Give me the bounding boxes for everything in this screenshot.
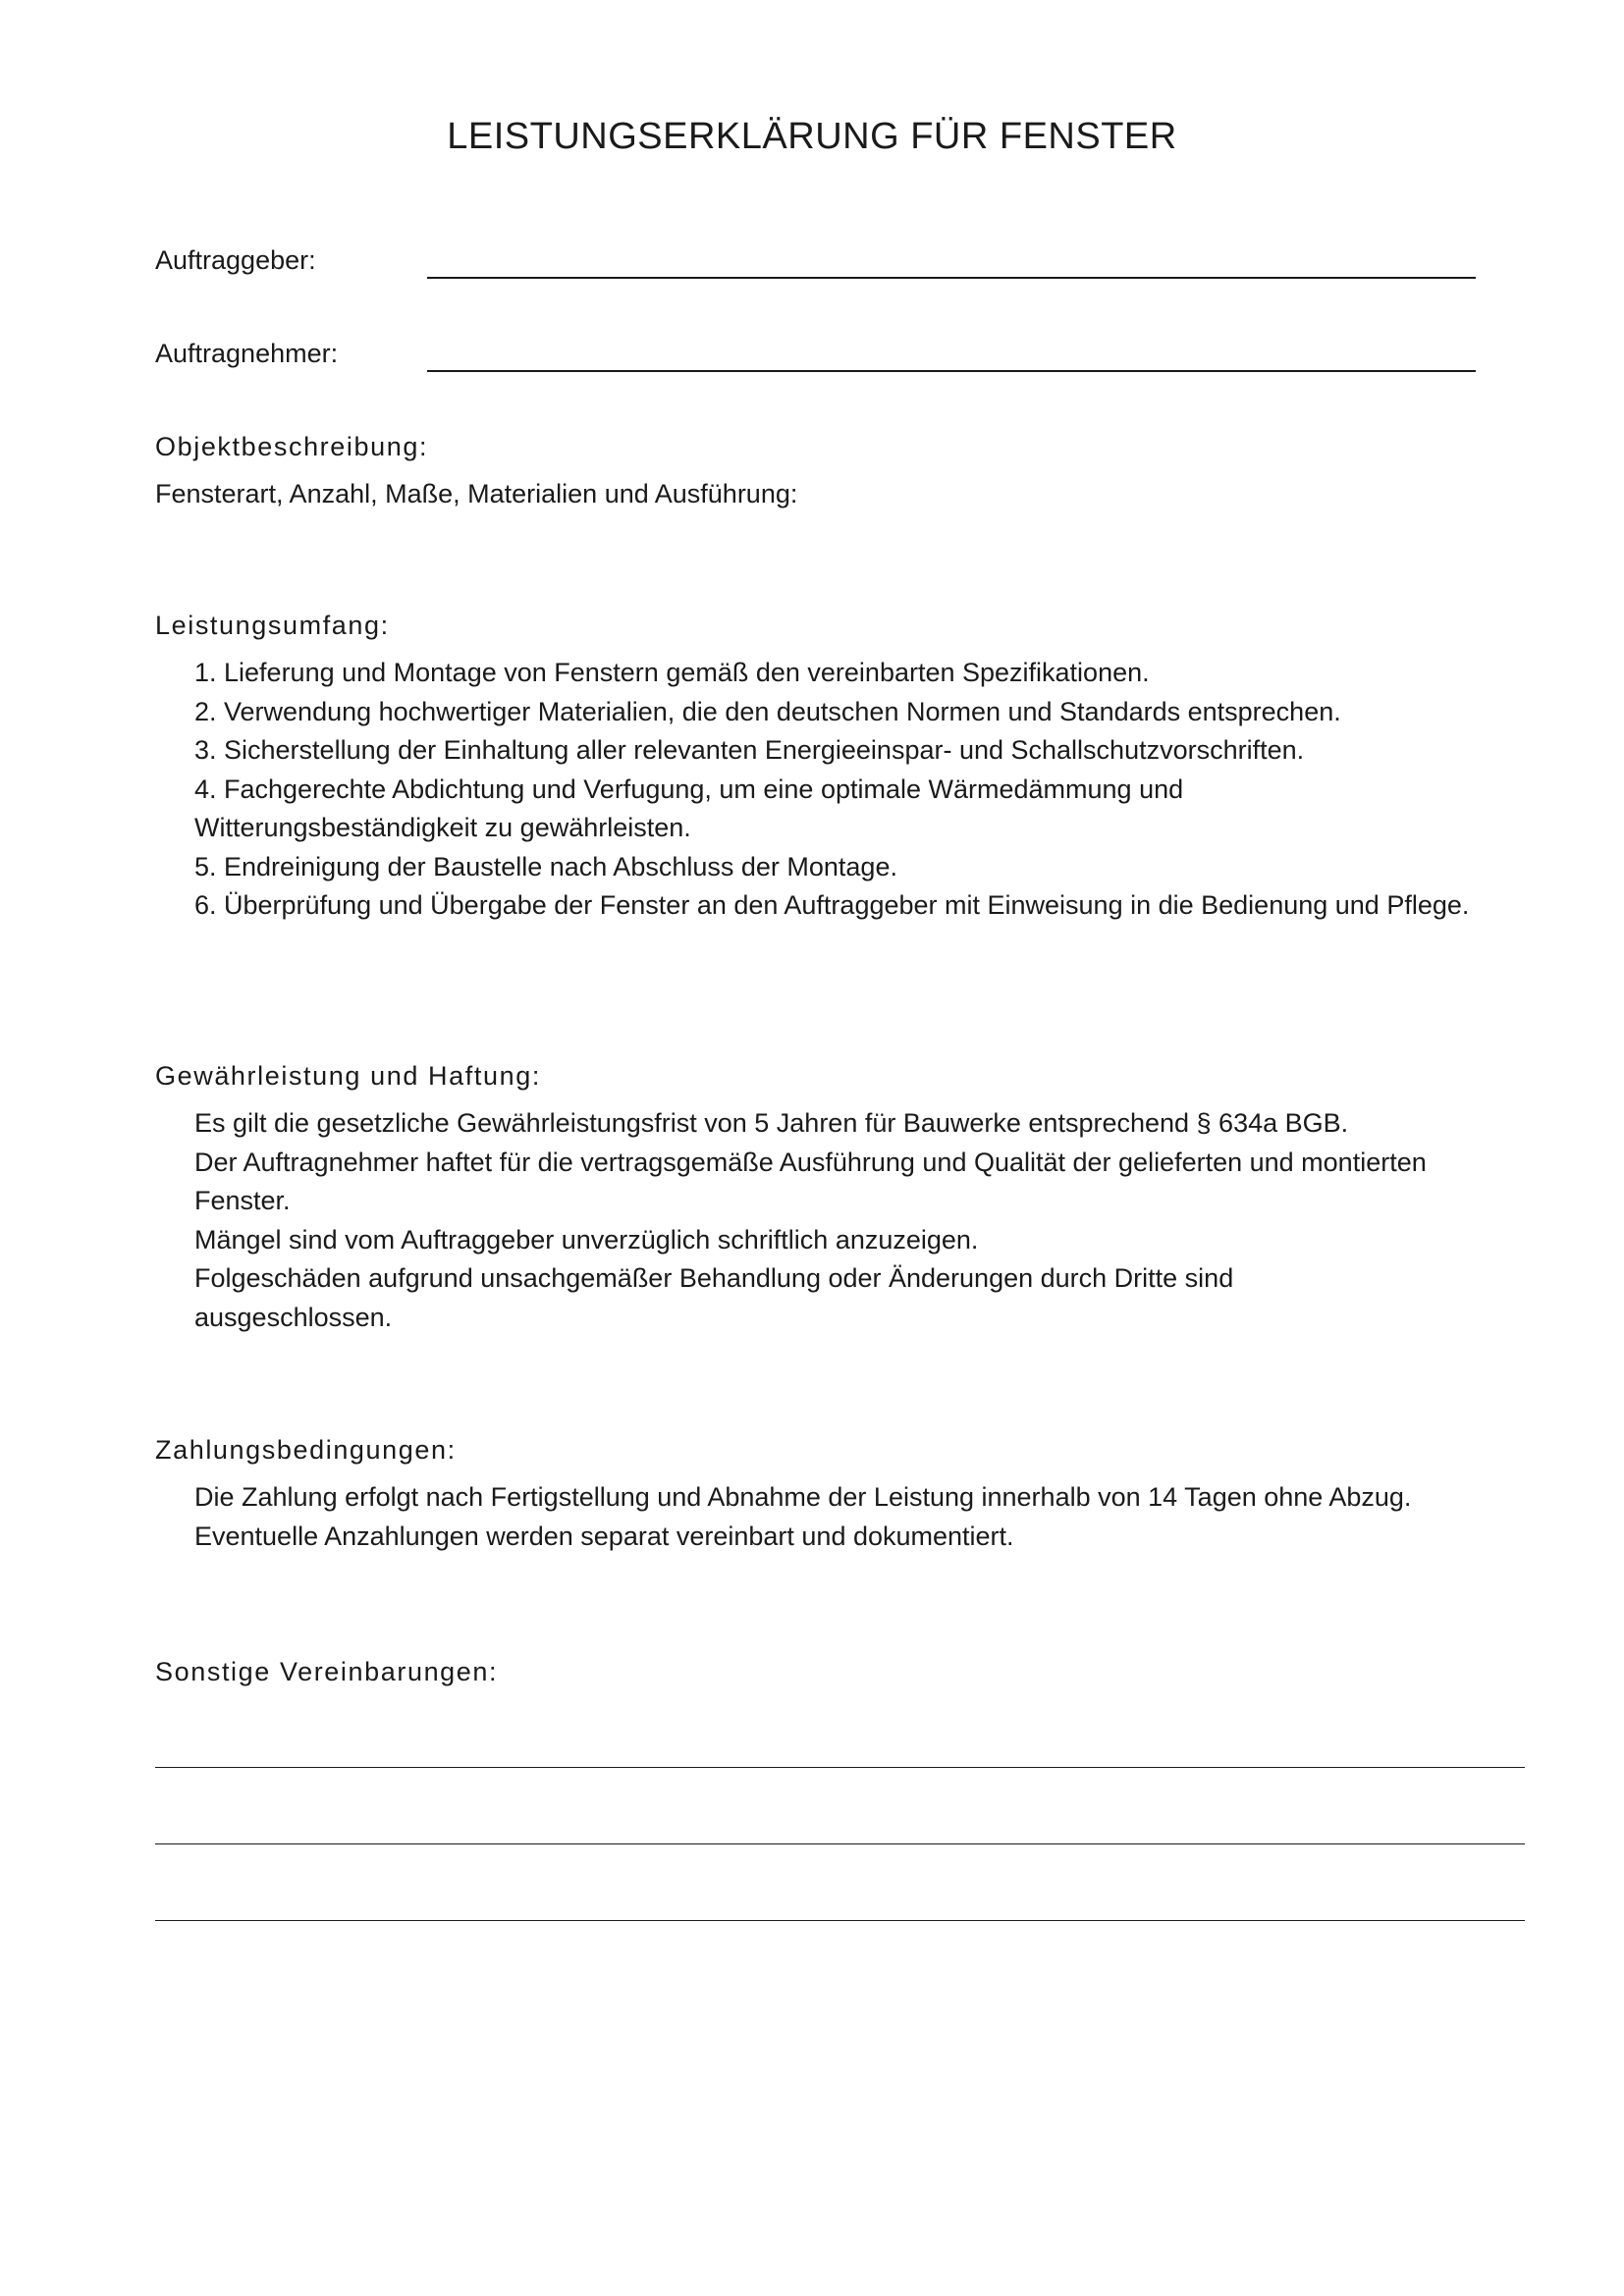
- scope-item: 2. Verwendung hochwertiger Materialien, die den deutschen Normen und Standards entsprechen.: [194, 696, 1341, 726]
- scope-list: [194, 654, 1510, 926]
- warranty-line: Der Auftragnehmer haftet für die vertragsgemäße Ausführung und Qualität der gelieferten und montierten Fenster.: [194, 1147, 1427, 1215]
- scope-heading: Leistungsumfang:: [155, 611, 390, 640]
- object-text: Fensterart, Anzahl, Maße, Materialien und Ausführung:: [155, 479, 798, 508]
- client-field-line[interactable]: [427, 277, 1476, 279]
- warranty-heading: Gewährleistung und Haftung:: [155, 1061, 541, 1091]
- payment-line: Die Zahlung erfolgt nach Fertigstellung und Abnahme der Leistung innerhalb von 14 Tagen ohne Abzug.: [194, 1482, 1412, 1512]
- object-heading: Objektbeschreibung:: [155, 432, 429, 461]
- warranty-line: Es gilt die gesetzliche Gewährleistungsfrist von 5 Jahren für Bauwerke entsprechend § 634a BGB.: [194, 1108, 1349, 1138]
- other-heading: Sonstige Vereinbarungen:: [155, 1657, 499, 1686]
- scope-item: 4. Fachgerechte Abdichtung und Verfugung, um eine optimale Wärmedämmung und Witterungsbeständigkeit zu gewährleisten.: [194, 774, 1184, 842]
- payment-line: Eventuelle Anzahlungen werden separat vereinbart und dokumentiert.: [194, 1521, 1014, 1551]
- document-title: LEISTUNGSERKLÄRUNG FÜR FENSTER: [447, 116, 1177, 157]
- scope-item: 1. Lieferung und Montage von Fenstern gemäß den vereinbarten Spezifikationen.: [194, 658, 1150, 687]
- warranty-text: [194, 1104, 1510, 1337]
- scope-item: 3. Sicherstellung der Einhaltung aller relevanten Energieeinspar- und Schallschutzvorschriften.: [194, 735, 1305, 765]
- contractor-label: Auftragnehmer:: [155, 339, 339, 368]
- payment-text: [194, 1478, 1510, 1556]
- scope-item: 6. Überprüfung und Übergabe der Fenster an den Auftraggeber mit Einweisung in die Bedienung und Pflege.: [194, 890, 1470, 920]
- scope-item: 5. Endreinigung der Baustelle nach Abschluss der Montage.: [194, 851, 897, 881]
- other-blank-line-3[interactable]: [155, 1920, 1525, 1921]
- warranty-line: Mängel sind vom Auftraggeber unverzüglich schriftlich anzuzeigen.: [194, 1224, 979, 1255]
- payment-heading: Zahlungsbedingungen:: [155, 1435, 457, 1465]
- warranty-line: Folgeschäden aufgrund unsachgemäßer Behandlung oder Änderungen durch Dritte sind ausgeschlossen.: [194, 1263, 1234, 1332]
- client-label: Auftraggeber:: [155, 245, 316, 275]
- other-blank-line-2[interactable]: [155, 1843, 1525, 1844]
- other-blank-line-1[interactable]: [155, 1767, 1525, 1768]
- contractor-field-line[interactable]: [427, 370, 1476, 372]
